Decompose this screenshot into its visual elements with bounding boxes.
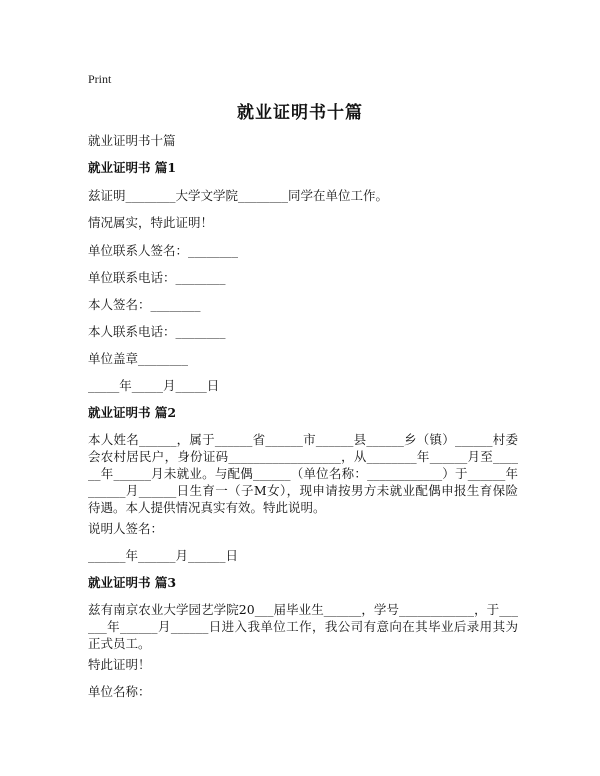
section3-paragraph: 兹有南京农业大学园艺学院20___届毕业生______，学号____________，于______年______月______日进入我单位工作，我公司有意向在其毕业后录用其为正式员工。 [88,602,518,651]
document-title: 就业证明书十篇 [237,103,363,123]
section1-line: 本人签名：________ [88,297,201,312]
section2-paragraph: 本人姓名______，属于______省______市______县______乡（镇）______村委会农村居民户，身份证码__________________，从________年______月至______年______月未就业。与配偶______（单位名称：____________）于______年______月______日生育一（子M女），现申请按男方未就业配偶申报生育保险待遇。本人提供情况真实有效。特此说明。 [88,432,518,515]
section1-line: 情况属实，特此证明！ [88,215,214,230]
section1-line: 本人联系电话：________ [88,324,226,339]
section1-line: 兹证明________大学文学院________同学在单位工作。 [88,188,389,203]
intro-line: 就业证明书十篇 [88,133,176,148]
section3-line: 单位名称： [88,684,151,699]
section1-line: 单位联系人签名：________ [88,243,239,258]
section1-line: 单位盖章________ [88,351,189,366]
section2-line: 说明人签名： [88,521,164,536]
section2-date-line: ______年______月______日 [88,548,239,563]
section2-heading: 就业证明书 篇2 [88,405,177,420]
section3-line: 特此证明！ [88,657,151,672]
section1-date-line: _____年_____月_____日 [88,378,220,393]
section1-line: 单位联系电话：________ [88,270,226,285]
print-label: Print [88,72,112,86]
section1-heading: 就业证明书 篇1 [88,160,177,175]
section3-heading: 就业证明书 篇3 [88,575,177,590]
